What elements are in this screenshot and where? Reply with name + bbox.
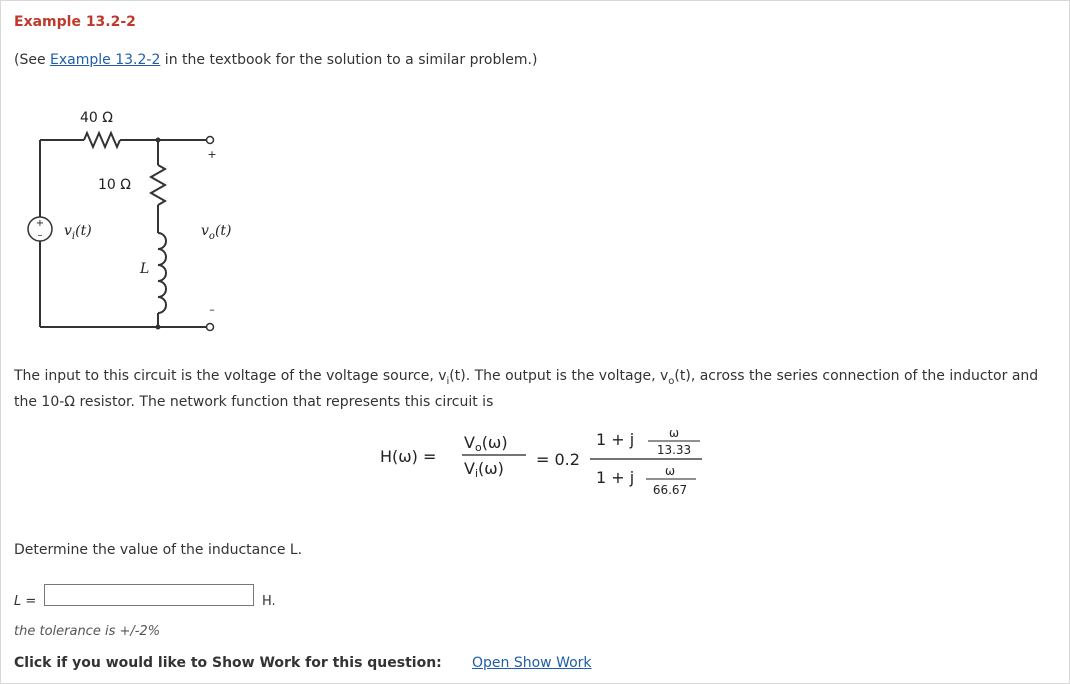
- output-minus: –: [209, 303, 215, 316]
- inductance-answer-input[interactable]: [44, 584, 254, 606]
- formula-bot-frac-den: 66.67: [652, 483, 688, 497]
- r1-label: 40 Ω: [80, 110, 113, 126]
- inductor-label: L: [140, 261, 150, 277]
- example-link[interactable]: Example 13.2-2: [50, 52, 161, 68]
- formula-bot-frac-num: ω: [664, 464, 676, 478]
- reference-prefix: (See: [14, 52, 51, 68]
- resistor-40-ohm: [84, 133, 120, 147]
- reference-suffix: in the textbook for the solution to a similar problem.): [160, 52, 538, 68]
- source-minus: –: [37, 230, 43, 241]
- open-show-work-link[interactable]: Open Show Work: [472, 655, 592, 671]
- source-plus: +: [35, 218, 45, 229]
- output-terminal-top: [207, 137, 214, 144]
- problem-description: The input to this circuit is the voltage of the voltage source, $v_i(t)$. The output is the voltage, $v_o(t)$, across the series connection of the inductor and the 10-Ω resistor. The network function that represents this circuit is: [14, 368, 1039, 410]
- show-work-prompt: Click if you would like to Show Work for this question:: [14, 655, 442, 671]
- junction-dot: [156, 325, 161, 330]
- formula-numerator: Vo(ω): [464, 433, 508, 454]
- source-label: $v_i(t)$: [64, 223, 92, 242]
- formula-coefficient: = 0.2: [536, 450, 580, 469]
- formula-top-prefix: 1 + j: [596, 430, 635, 449]
- formula-top-frac-den: 13.33: [656, 443, 692, 457]
- formula-lhs: H(ω) =: [380, 447, 437, 466]
- circuit-diagram: [0, 95, 260, 340]
- formula-denominator: Vi(ω): [464, 459, 504, 480]
- tolerance-note: the tolerance is +/-2%: [14, 624, 161, 639]
- resistor-10-ohm: [151, 165, 165, 205]
- question-prompt: Determine the value of the inductance L.: [14, 542, 303, 558]
- reference-line: [14, 52, 537, 68]
- inductor-coil: [158, 233, 166, 313]
- output-plus: +: [207, 148, 217, 161]
- formula-bot-prefix: 1 + j: [596, 468, 635, 487]
- network-function-formula: [380, 424, 710, 504]
- formula-top-frac-num: ω: [668, 426, 680, 440]
- junction-dot: [156, 138, 161, 143]
- output-terminal-bottom: [207, 324, 214, 331]
- problem-title: Example 13.2-2: [14, 14, 136, 30]
- answer-label: L =: [14, 594, 37, 609]
- output-label: $v_o(t)$: [201, 223, 232, 242]
- r2-label: 10 Ω: [98, 177, 131, 193]
- answer-unit: H.: [262, 594, 276, 609]
